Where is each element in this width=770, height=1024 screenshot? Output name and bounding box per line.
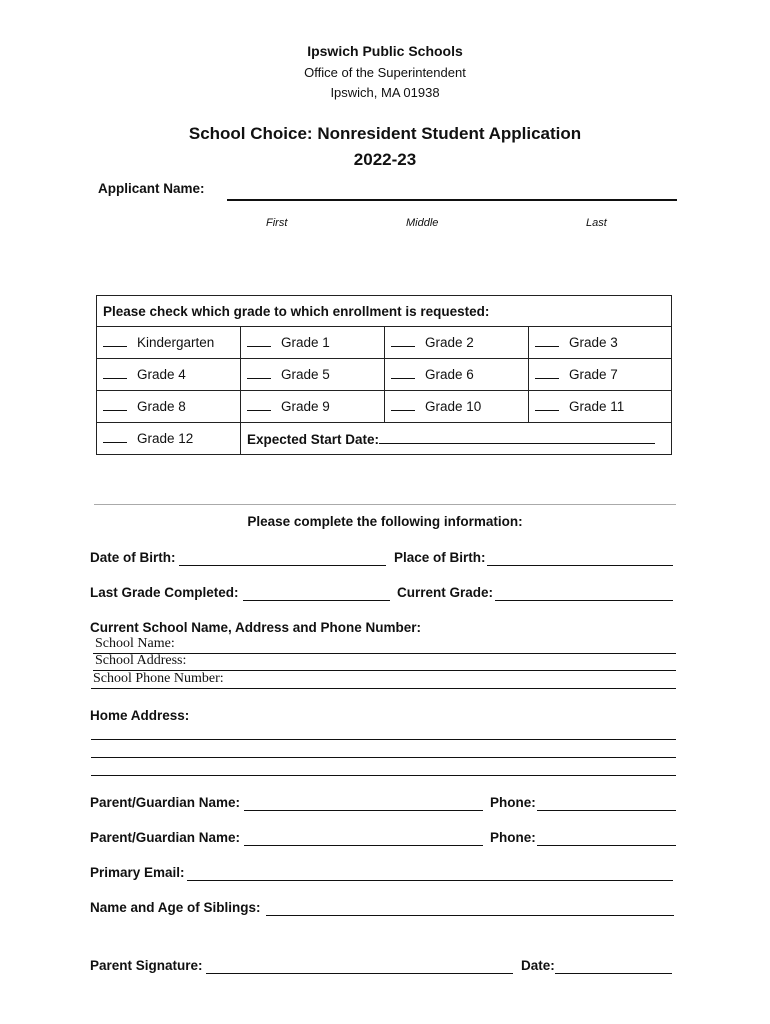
checkbox-blank[interactable] bbox=[391, 336, 415, 347]
pob-field[interactable] bbox=[487, 565, 673, 566]
first-name-caption: First bbox=[266, 217, 288, 229]
office-name: Office of the Superintendent bbox=[304, 65, 466, 80]
checkbox-blank[interactable] bbox=[247, 336, 271, 347]
grade-table-header: Please check which grade to which enrollment is requested: bbox=[97, 296, 672, 327]
info-heading: Please complete the following information: bbox=[247, 514, 523, 529]
school-phone-field[interactable] bbox=[91, 688, 676, 689]
home-address-line-1[interactable] bbox=[91, 739, 676, 740]
table-row bbox=[97, 391, 672, 423]
grade-option-11[interactable]: Grade 11 bbox=[529, 391, 672, 423]
table-row bbox=[97, 327, 672, 359]
grade-option-7[interactable]: Grade 7 bbox=[529, 359, 672, 391]
last-name-caption: Last bbox=[586, 217, 607, 229]
expected-start-date bbox=[241, 423, 672, 455]
current-grade-field[interactable] bbox=[495, 600, 673, 601]
parent1-field[interactable] bbox=[244, 810, 483, 811]
checkbox-blank[interactable] bbox=[103, 432, 127, 443]
applicant-name-field[interactable] bbox=[227, 199, 677, 201]
grade-option-10[interactable]: Grade 10 bbox=[385, 391, 529, 423]
grade-option-3[interactable]: Grade 3 bbox=[529, 327, 672, 359]
parent1-label: Parent/Guardian Name: bbox=[90, 795, 241, 810]
school-phone-label: School Phone Number: bbox=[93, 671, 224, 686]
checkbox-blank[interactable] bbox=[103, 368, 127, 379]
checkbox-blank[interactable] bbox=[391, 368, 415, 379]
phone1-label: Phone: bbox=[490, 795, 536, 810]
start-date-field[interactable] bbox=[379, 431, 655, 444]
date-field[interactable] bbox=[555, 973, 672, 974]
last-grade-label: Last Grade Completed: bbox=[90, 585, 239, 600]
middle-name-caption: Middle bbox=[406, 217, 439, 229]
grade-option-1[interactable]: Grade 1 bbox=[241, 327, 385, 359]
checkbox-blank[interactable] bbox=[247, 368, 271, 379]
phone2-label: Phone: bbox=[490, 830, 536, 845]
siblings-label: Name and Age of Siblings: bbox=[90, 900, 261, 915]
section-divider bbox=[94, 504, 676, 505]
siblings-field[interactable] bbox=[266, 915, 674, 916]
home-address-label: Home Address: bbox=[90, 708, 190, 723]
dob-label: Date of Birth: bbox=[90, 550, 176, 565]
pob-label: Place of Birth: bbox=[394, 550, 486, 565]
school-address-label: School Address: bbox=[95, 653, 187, 668]
grade-selection-table bbox=[96, 295, 672, 455]
org-name: Ipswich Public Schools bbox=[307, 43, 463, 59]
email-field[interactable] bbox=[187, 880, 673, 881]
school-info-heading: Current School Name, Address and Phone Number: bbox=[90, 620, 422, 635]
phone1-field[interactable] bbox=[537, 810, 676, 811]
parent2-field[interactable] bbox=[244, 845, 483, 846]
checkbox-blank[interactable] bbox=[535, 368, 559, 379]
school-name-label: School Name: bbox=[95, 636, 175, 651]
home-address-line-2[interactable] bbox=[91, 757, 676, 758]
home-address-line-3[interactable] bbox=[91, 775, 676, 776]
email-label: Primary Email: bbox=[90, 865, 185, 880]
last-grade-field[interactable] bbox=[243, 600, 390, 601]
grade-option-8[interactable]: Grade 8 bbox=[97, 391, 241, 423]
grade-option-5[interactable]: Grade 5 bbox=[241, 359, 385, 391]
checkbox-blank[interactable] bbox=[103, 336, 127, 347]
checkbox-blank[interactable] bbox=[103, 400, 127, 411]
parent2-label: Parent/Guardian Name: bbox=[90, 830, 241, 845]
table-row bbox=[97, 359, 672, 391]
table-row bbox=[97, 423, 672, 455]
current-grade-label: Current Grade: bbox=[397, 585, 494, 600]
signature-field[interactable] bbox=[206, 973, 513, 974]
signature-label: Parent Signature: bbox=[90, 958, 203, 973]
grade-option-12[interactable]: Grade 12 bbox=[97, 423, 241, 455]
phone2-field[interactable] bbox=[537, 845, 676, 846]
grade-option-kindergarten[interactable]: Kindergarten bbox=[97, 327, 241, 359]
checkbox-blank[interactable] bbox=[247, 400, 271, 411]
page-title: School Choice: Nonresident Student Application bbox=[188, 124, 582, 143]
grade-option-2[interactable]: Grade 2 bbox=[385, 327, 529, 359]
checkbox-blank[interactable] bbox=[391, 400, 415, 411]
school-year: 2022-23 bbox=[353, 150, 417, 169]
checkbox-blank[interactable] bbox=[535, 336, 559, 347]
grade-option-9[interactable]: Grade 9 bbox=[241, 391, 385, 423]
office-address: Ipswich, MA 01938 bbox=[330, 85, 440, 100]
date-label: Date: bbox=[521, 958, 555, 973]
start-date-label: Expected Start Date: bbox=[247, 431, 380, 447]
grade-option-4[interactable]: Grade 4 bbox=[97, 359, 241, 391]
grade-option-6[interactable]: Grade 6 bbox=[385, 359, 529, 391]
checkbox-blank[interactable] bbox=[535, 400, 559, 411]
applicant-name-label: Applicant Name: bbox=[98, 181, 205, 196]
dob-field[interactable] bbox=[179, 565, 386, 566]
